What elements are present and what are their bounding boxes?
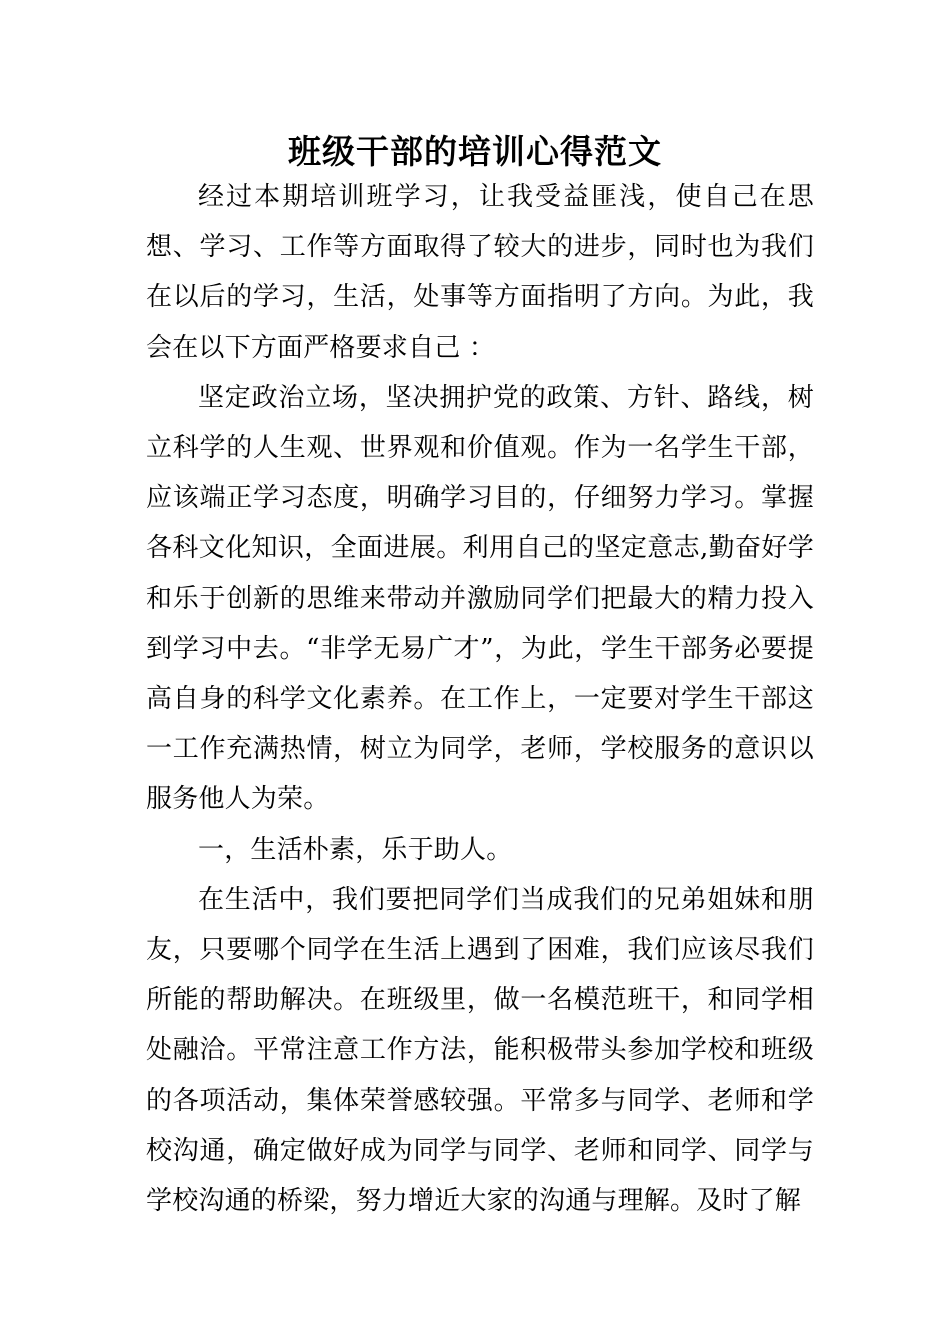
paragraph-life: 在生活中，我们要把同学们当成我们的兄弟姐妹和朋友，只要哪个同学在生活上遇到了困难，我们应该尽我们所能的帮助解决。在班级里，做一名模范班干，和同学相处融洽。平常注意工作方法，能积极带头参加学校和班级的各项活动，集体荣誉感较强。平常多与同学、老师和学校沟通，确定做好成为同学与同学、老师和同学、同学与学校沟通的桥梁，努力增近大家的沟通与理解。及时了解 (146, 884, 814, 1217)
document-body (146, 172, 814, 1226)
section-heading-life: 一，生活朴素，乐于助人。 (198, 834, 513, 865)
paragraph-intro: 经过本期培训班学习，让我受益匪浅，使自己在思想、学习、工作等方面取得了较大的进步，同时也为我们在以后的学习，生活，处事等方面指明了方向。为此，我会在以下方面严格要求自己 ： (146, 182, 814, 363)
paragraph-political-stance: 坚定政治立场，坚决拥护党的政策、方针、路线，树立科学的人生观、世界观和价值观。作为一名学生干部，应该端正学习态度，明确学习目的，仔细努力学习。掌握各科文化知识，全面进展。利用自己的坚定意志,勤奋好学和乐于创新的思维来带动并激励同学们把最大的精力投入到学习中去。“非学无易广才”，为此，学生干部务必要提高自身的科学文化素养。在工作上，一定要对学生干部这一工作充满热情，树立为同学，老师，学校服务的意识以服务他人为荣。 (146, 382, 814, 815)
document-title: 班级干部的培训心得范文 (288, 132, 662, 171)
